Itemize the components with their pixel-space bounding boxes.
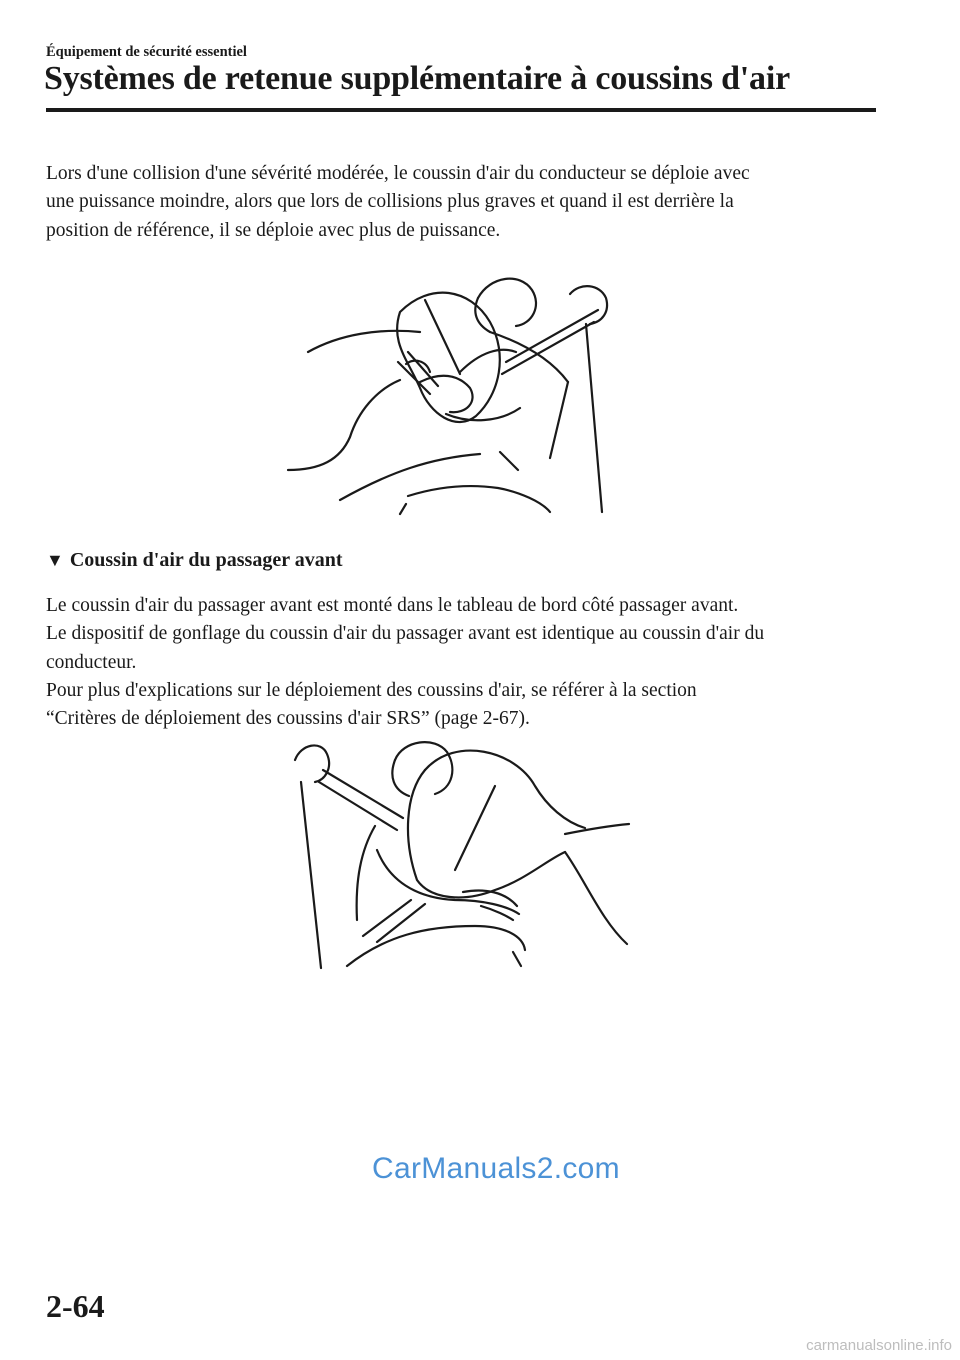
passenger-line: conducteur. [46,651,137,673]
intro-line: une puissance moindre, alors que lors de collisions plus graves et quand il est derrière la [46,191,734,213]
page-title: Systèmes de retenue supplémentaire à coussins d'air [44,60,790,97]
footer-site-mark: carmanualsonline.info [806,1337,952,1354]
title-rule [46,108,876,112]
passenger-paragraph [46,592,886,733]
page-number: 2-64 [46,1288,105,1324]
intro-paragraph [46,160,886,245]
driver-airbag-illustration [280,262,640,524]
passenger-line: Le coussin d'air du passager avant est monté dans le tableau de bord côté passager avant. [46,595,739,616]
passenger-line: “Critères de déploiement des coussins d'air SRS” (page 2-67). [46,708,530,730]
passenger-line: Pour plus d'explications sur le déploiement des coussins d'air, se référer à la section [46,679,697,701]
section-label: Équipement de sécurité essentiel [46,44,247,60]
triangle-bullet-icon: ▼ [46,550,64,570]
intro-line: position de référence, il se déploie avec plus de puissance. [46,219,501,241]
passenger-heading-text: Coussin d'air du passager avant [69,549,343,571]
watermark: CarManuals2.com [372,1152,620,1185]
intro-line: Lors d'une collision d'une sévérité modérée, le coussin d'air du conducteur se déploie avec [46,163,750,184]
passenger-line: Le dispositif de gonflage du coussin d'air du passager avant est identique au coussin d'air du [46,623,765,645]
passenger-section-heading [46,549,343,572]
passenger-airbag-illustration [285,730,645,972]
